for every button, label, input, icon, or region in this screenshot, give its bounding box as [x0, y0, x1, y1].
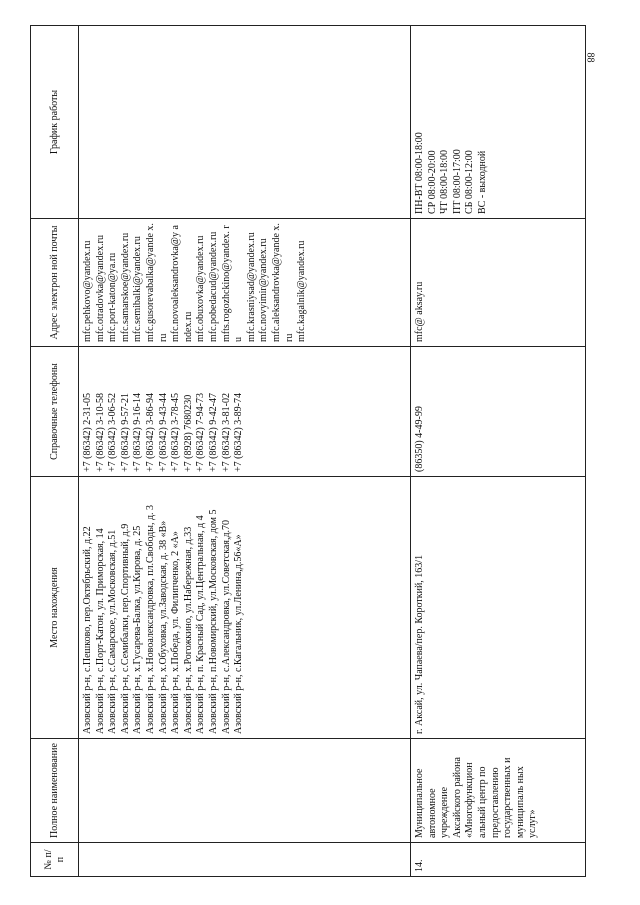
phone-line: +7 (86342) 9-16-14 — [132, 393, 144, 472]
location-line: Азовский р-н, с.Порт-Катон, ул. Приморская, 14 — [94, 528, 106, 734]
phone-line: +7 (86342) 9-43-44 — [157, 393, 169, 472]
schedule-line: СР 08:00-20:00 — [426, 150, 438, 214]
row1-emails — [79, 219, 411, 347]
row2-location: г. Аксай, ул. Чапаева/пер. Короткий, 163/1 — [411, 477, 586, 739]
phone-line: +7 (86342) 9-42-47 — [207, 393, 219, 472]
row2-num: 14. — [411, 843, 586, 877]
email-line: mfc.gusorevabalka@yande x.ru — [144, 223, 169, 342]
header-num: № п/п — [31, 843, 79, 877]
mfc-table — [30, 25, 586, 877]
row1-name — [79, 739, 411, 843]
email-line: mfc.samarskoe@yandex.ru — [119, 232, 131, 342]
row2-schedule — [411, 26, 586, 219]
email-line: mfc.aleksandrovka@yande x.ru — [270, 223, 295, 342]
location-line: Азовский р-н, х.Победа, ул. Филипченко, 2 «А» — [170, 531, 182, 734]
phone-line: +7 (86342) 3-81-02 — [220, 393, 232, 472]
row2-name: Муниципальное автономное учреждение Аксайского района «Многофункцион альный центр по предоставлению государственных и муниципаль ных услуг» — [411, 739, 586, 843]
row1-num — [79, 843, 411, 877]
email-line: mfc.semibalki@yandex.ru — [132, 236, 144, 342]
phone-line: +7 (8928) 7680230 — [182, 394, 194, 472]
phone-line: +7 (86342) 3-06-52 — [107, 393, 119, 472]
schedule-line: ВС - выходной — [476, 150, 488, 214]
email-line: mfc.krasniysad@yandex.ru — [245, 232, 257, 342]
phone-line: +7 (86342) 3-78-45 — [170, 393, 182, 472]
header-email: Адрес электрон ной почты — [31, 219, 79, 347]
schedule-line: ПН-ВТ 08:00-18:00 — [414, 132, 425, 214]
rotated-table-container — [30, 26, 585, 877]
row1-schedule — [79, 26, 411, 219]
location-line: Азовский р-н, с.Кагальник, ул.Ленина,д.56«А» — [233, 534, 245, 734]
email-line: mfts.rogozhckino@yandex. ru — [220, 225, 245, 342]
email-line: mfc.kagalnik@yandex.ru — [296, 240, 308, 342]
table-header-row — [31, 26, 79, 877]
location-line: Азовский р-н, х.Обуховка, ул.Заводская, д. 38 «В» — [157, 520, 169, 734]
phone-line: +7 (86342) 3-89-74 — [233, 393, 245, 472]
table-row — [411, 26, 586, 877]
schedule-line: ЧТ 08:00-18:00 — [439, 150, 451, 214]
phone-line: +7 (86342) 2-31-05 — [82, 393, 93, 472]
phone-line: +7 (86342) 7-94-73 — [195, 393, 207, 472]
email-line: mfc.pehkovo@yandex.ru — [82, 240, 93, 342]
email-line: mfc.novyimir@yandex.ru — [258, 238, 270, 342]
row2-phones: (86350) 4-49-99 — [411, 347, 586, 477]
schedule-line: ПТ 08:00-17:00 — [451, 149, 463, 214]
location-line: Азовский р-н, с.Самарское, ул.Московская, д.51 — [107, 529, 119, 734]
email-line: mfc.port-katon@ya.ru — [107, 252, 119, 342]
email-line: mfc.pobedacud@yandex.ru — [207, 231, 219, 342]
location-line: Азовский р-н, с.Александровка, ул.Советская,д.70 — [220, 519, 232, 734]
header-phones: Справочные телефоны — [31, 347, 79, 477]
email-line: mfc.novoaleksandrovka@y andex.ru — [170, 225, 194, 342]
email-line: mfc.obuxovka@yandex.ru — [195, 235, 207, 342]
phone-line: +7 (86342) 9-57-21 — [119, 393, 131, 472]
location-line: Азовский р-н, с.Семибалки, пер.Спортивный, д.9 — [119, 523, 131, 734]
email-line: mfc.otradovka@yandex.ru — [94, 235, 106, 342]
row2-email: mfc@ aksay.ru — [411, 219, 586, 347]
header-schedule: График работы — [31, 26, 79, 219]
location-line: Азовский р-н, п.Новомирский, ул.Московская, дом 5 — [207, 509, 219, 734]
location-line: Азовский р-н, х.Рогожкино, ул.Набережная, д.33 — [182, 526, 194, 734]
location-line: Азовский р-н, с.Пешково, пер.Октябрьский, д.22 — [82, 526, 93, 734]
page-number: 88 — [584, 52, 596, 63]
schedule-line: СБ 08:00-12:00 — [464, 150, 476, 214]
phone-line: +7 (86342) 3-10-58 — [94, 393, 106, 472]
location-line: Азовский р-н, п. Красный Сад, ул.Центральная, д 4 — [195, 515, 207, 734]
location-line: Азовский р-н, х.Гусарева-Балка, ул.Кирова, д. 25 — [132, 525, 144, 734]
table-row — [79, 26, 411, 877]
header-name: Полное наименование — [31, 739, 79, 843]
header-location: Место нахождения — [31, 477, 79, 739]
row1-phones — [79, 347, 411, 477]
row1-location — [79, 477, 411, 739]
location-line: Азовский р-н, х.Новоалександровка, пл.Свободы, д. 3 — [144, 504, 156, 734]
phone-line: +7 (86342) 3-86-94 — [144, 393, 156, 472]
